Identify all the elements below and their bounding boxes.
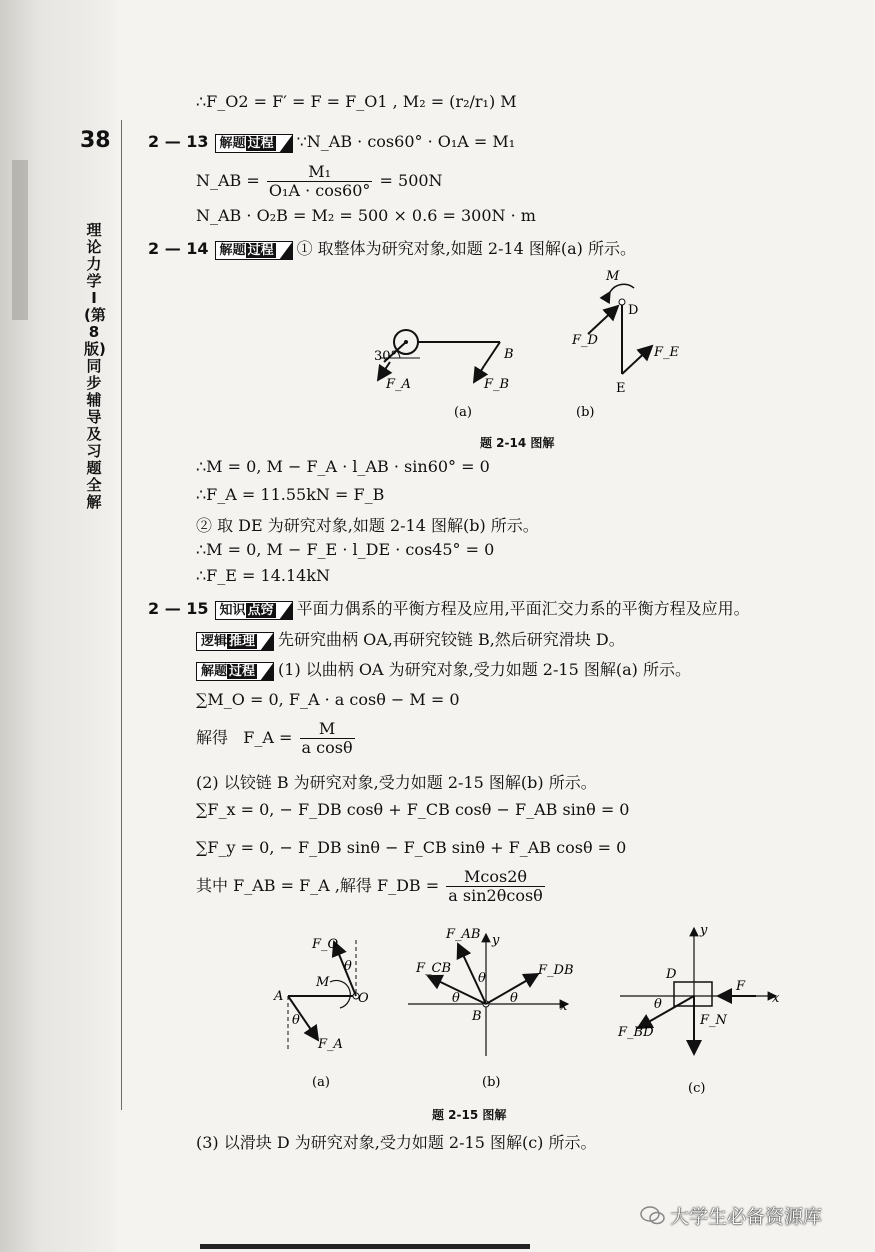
equation-line: ∴M = 0, M − F_A · l_AB · sin60° = 0 (196, 457, 490, 476)
subfigure-b-label: (b) (576, 405, 595, 420)
equation: ∵N_AB · cos60° · O₁A = M₁ (296, 132, 516, 151)
subfigure-c-label: (c) (688, 1081, 706, 1096)
equation-line: N_AB · O₂B = M₂ = 500 × 0.6 = 300N · m (196, 206, 536, 225)
axis-x-label: x (560, 999, 568, 1014)
figure-2-14 (360, 262, 680, 422)
force-FB-arrow (474, 366, 484, 382)
figure-2-14a-mechanism (380, 330, 500, 366)
figure-2-15a-crank (288, 940, 359, 1050)
theta-label: θ (452, 991, 460, 1006)
force-FAB-label: F_AB (446, 927, 481, 942)
equation-line: ∑F_x = 0, − F_DB cosθ + F_CB cosθ − F_AB sinθ = 0 (196, 800, 630, 819)
running-title: 理论力学Ⅰ(第8版)同步辅导及习题全解 (84, 221, 106, 511)
figure-2-15 (260, 920, 800, 1100)
subfigure-a-label: (a) (312, 1075, 330, 1090)
equation-line: ∴M = 0, M − F_E · l_DE · cos45° = 0 (196, 540, 495, 559)
force-FO-label: F_O (312, 937, 339, 952)
force-FBD-label: F_BD (618, 1025, 654, 1040)
axis-y-label: y (700, 923, 708, 938)
theta-label: θ (510, 991, 518, 1006)
force-FD-label: F_D (572, 333, 598, 348)
force-FDB-label: F_DB (538, 963, 574, 978)
figure-2-15b-axes (408, 934, 568, 1056)
logic-line: 逻辑 推理 先研究曲柄 OA,再研究铰链 B,然后研究滑块 D。 (196, 627, 625, 651)
point-B-label: B (472, 1009, 482, 1024)
axis-x-label: x (772, 991, 780, 1006)
fraction: $\frac{M}{\text{a cosθ}}$ (301, 719, 353, 757)
scan-edge (200, 1244, 530, 1249)
step-line: 解题 过程 (1) 以曲柄 OA 为研究对象,受力如题 2-15 图解(a) 所示。 (196, 657, 691, 681)
point-D-label: D (628, 303, 639, 318)
fraction: $\frac{Mcos2\theta}{\text{a sin2θcosθ}}$ (448, 867, 543, 905)
subfigure-b-label: (b) (482, 1075, 501, 1090)
problem-2-15-header: 2 — 15 知识 点窍 平面力偶系的平衡方程及应用,平面汇交力系的平衡方程及应用。 (148, 599, 750, 618)
fraction: $\frac{\text{M₁}}{\text{O₁A · cos60°}}$ (268, 162, 371, 200)
force-FN-label: F_N (700, 1013, 727, 1028)
point-A-label: A (274, 989, 284, 1004)
problem-number: 2 — 13 (148, 132, 209, 151)
problem-2-13-header (148, 132, 515, 153)
figure-2-15-caption: 题 2-15 图解 (432, 1108, 507, 1122)
figure-2-14-caption: 题 2-14 图解 (480, 436, 555, 450)
force-FA-label: F_A (318, 1037, 343, 1052)
margin-rule (121, 120, 122, 1110)
solution-tag: 解题 过程 (215, 241, 293, 260)
subfigure-a-label: (a) (454, 405, 472, 420)
moment-M-label: M (316, 975, 330, 990)
figure-2-14b-rod (610, 284, 634, 374)
equation-line: ∑F_y = 0, − F_DB sinθ − F_CB sinθ + F_AB cosθ = 0 (196, 838, 627, 857)
force-FD-arrow (588, 306, 618, 334)
equation-line: 解得 F_A = $\frac{M}{\text{a cosθ}}$ (196, 719, 353, 757)
theta-label: θ (344, 959, 352, 974)
force-FE-arrow (622, 346, 652, 374)
axis-y-label: y (492, 933, 500, 948)
theta-label: θ (292, 1013, 300, 1028)
angle-label: 30° (374, 349, 398, 364)
step-line: (2) 以铰链 B 为研究对象,受力如题 2-15 图解(b) 所示。 (196, 773, 597, 792)
force-F-label: F (736, 979, 746, 994)
force-FCB-label: F_CB (416, 961, 452, 976)
solution-tag: 解题 过程 (196, 662, 274, 681)
wechat-icon (640, 1202, 666, 1228)
theta-label: θ (654, 997, 662, 1012)
logic-tag: 逻辑 推理 (196, 632, 274, 651)
problem-number: 2 — 15 (148, 599, 209, 618)
point-D-label: D (666, 967, 677, 982)
text-line: ② 取 DE 为研究对象,如题 2-14 图解(b) 所示。 (196, 516, 539, 535)
point-O-label: O (358, 991, 369, 1006)
force-FBD-arrow (638, 996, 694, 1028)
force-FB-label: F_B (484, 377, 510, 392)
solution-tag: 解题 过程 (215, 134, 293, 153)
equation-line: N_AB = $\frac{\text{M₁}}{\text{O₁A · cos60°}}$ = 500N (196, 162, 443, 200)
equation-line: ∴F_O2 = F′ = F = F_O1 , M₂ = (r₂/r₁) M (196, 92, 517, 111)
moment-M-label: M (606, 269, 620, 284)
equation-line: ∴F_E = 14.14kN (196, 566, 331, 585)
spine-mark (12, 160, 28, 320)
equation-line: ∑M_O = 0, F_A · a cosθ − M = 0 (196, 690, 460, 709)
problem-number: 2 — 14 (148, 239, 209, 258)
force-FA-label: F_A (386, 377, 411, 392)
force-FE-label: F_E (654, 345, 680, 360)
point-B-label: B (504, 347, 514, 362)
knowledge-tag: 知识 点窍 (215, 601, 293, 620)
step-line: (3) 以滑块 D 为研究对象,受力如题 2-15 图解(c) 所示。 (196, 1133, 597, 1152)
page-number: 38 (80, 128, 111, 153)
equation-line: 其中 F_AB = F_A ,解得 F_DB = $\frac{Mcos2\theta}{\text{a sin2θcosθ}}$ (196, 867, 543, 905)
equation-line: ∴F_A = 11.55kN = F_B (196, 485, 385, 504)
problem-2-14-header: 2 — 14 解题 过程 ① 取整体为研究对象,如题 2-14 图解(a) 所示。 (148, 239, 636, 258)
theta-label: θ (478, 971, 486, 986)
point-E-label: E (616, 381, 626, 396)
watermark-text: 大学生必备资源库 (670, 1206, 823, 1228)
